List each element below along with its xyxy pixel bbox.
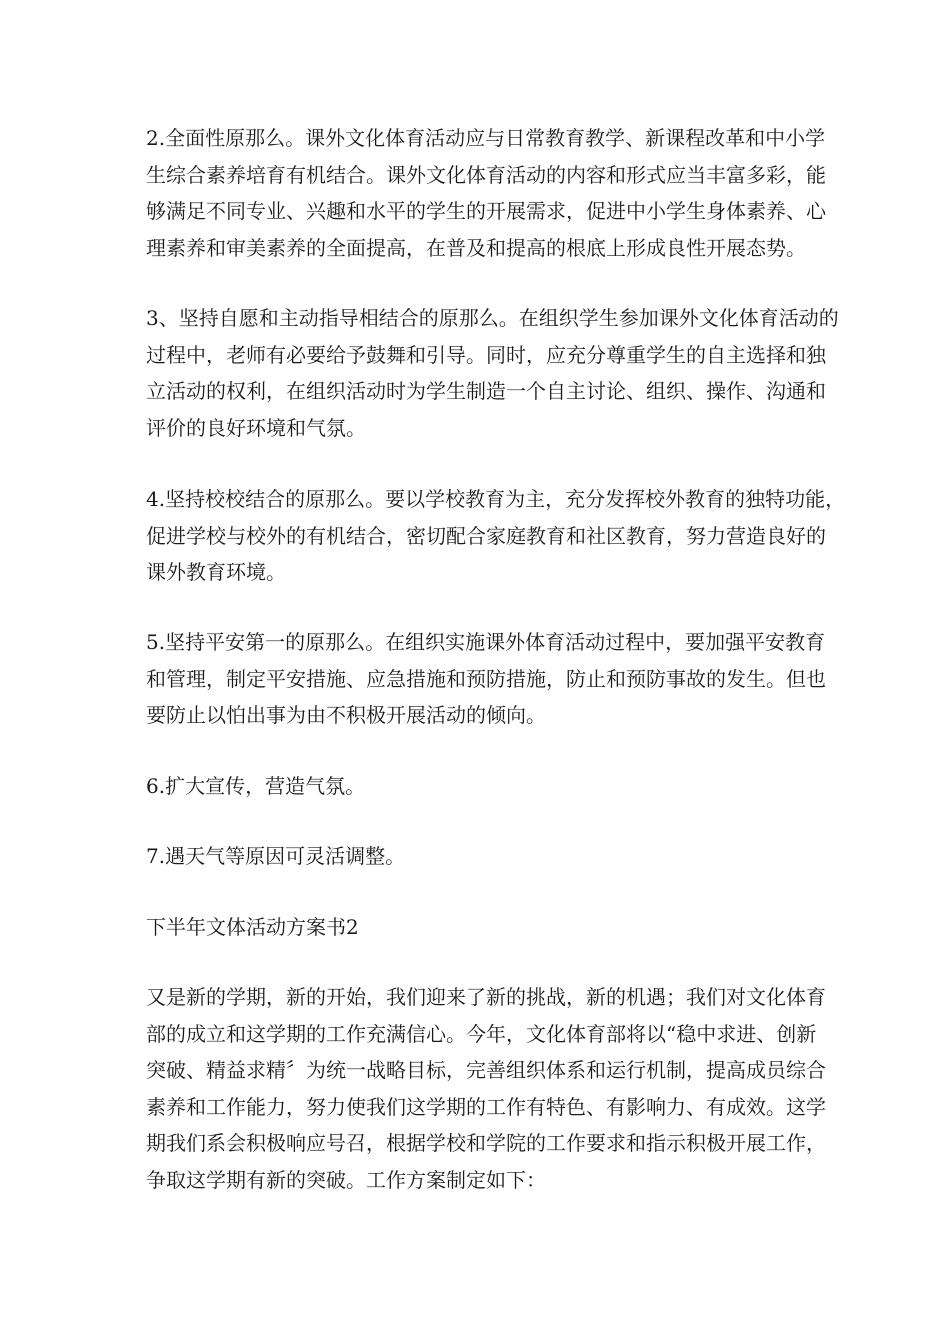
- text-line: 素养和工作能力，努力使我们这学期的工作有特色、有影响力、有成效。这学: [146, 1094, 826, 1119]
- text-line: 要防止以怕出事为由不积极开展活动的倾向。: [146, 703, 546, 727]
- text-line: 理素养和审美素养的全面提高，在普及和提高的根底上形成良性开展态势。: [146, 235, 806, 260]
- paragraph-principle-3: [146, 300, 839, 446]
- text-line: 立活动的权利，在组织活动时为学生制造一个自主讨论、组织、操作、沟通和: [146, 379, 826, 403]
- paragraph-intro: [146, 979, 826, 1198]
- text-line: 够满足不同专业、兴趣和水平的学生的开展需求，促进中小学生身体素养、心: [146, 199, 826, 223]
- text-line: 3、坚持自愿和主动指导相结合的原那么。在组织学生参加课外文化体育活动的: [146, 306, 839, 330]
- paragraph-principle-5: [146, 624, 826, 734]
- text-line: 6.扩大宣传，营造气氛。: [146, 774, 366, 798]
- text-line: 期我们系会积极响应号召，根据学校和学院的工作要求和指示积极开展工作，: [146, 1131, 826, 1155]
- text-line: 7.遇天气等原因可灵活调整。: [146, 844, 406, 868]
- text-line: 生综合素养培育有机结合。课外文化体育活动的内容和形式应当丰富多彩，能: [146, 162, 826, 187]
- text-line: 过程中，老师有必要给予鼓舞和引导。同时，应充分尊重学生的自主选择和独: [146, 342, 826, 367]
- paragraph-item-6: [146, 768, 814, 805]
- text-line: 2.全面性原那么。课外文化体育活动应与日常教育教学、新课程改革和中小学: [146, 126, 826, 150]
- paragraph-item-7: [146, 838, 814, 875]
- text-line: 促进学校与校外的有机结合，密切配合家庭教育和社区教育，努力营造良好的: [146, 523, 826, 548]
- paragraph-principle-2: [146, 120, 826, 266]
- section-title: 下半年文体活动方案书2: [146, 915, 359, 939]
- text-line: 又是新的学期，新的开始，我们迎来了新的挑战，新的机遇；我们对文化体育: [146, 985, 826, 1009]
- text-line: 争取这学期有新的突破。工作方案制定如下：: [146, 1167, 546, 1192]
- text-line: 4.坚持校校结合的原那么。要以学校教育为主，充分发挥校外教育的独特功能，: [146, 487, 846, 511]
- text-line: 部的成立和这学期的工作充满信心。今年，文化体育部将以“稳中求进、创新: [146, 1021, 817, 1046]
- text-line: 突破、精益求精〞为统一战略目标，完善组织体系和运行机制，提高成员综合: [146, 1058, 826, 1082]
- section-heading: [146, 909, 814, 946]
- text-line: 和管理，制定平安措施、应急措施和预防措施，防止和预防事故的发生。但也: [146, 666, 826, 691]
- paragraph-principle-4: [146, 481, 846, 591]
- text-line: 5.坚持平安第一的原那么。在组织实施课外体育活动过程中，要加强平安教育: [146, 630, 826, 654]
- text-line: 评价的良好环境和气氛。: [146, 415, 366, 440]
- text-line: 课外教育环境。: [146, 560, 286, 584]
